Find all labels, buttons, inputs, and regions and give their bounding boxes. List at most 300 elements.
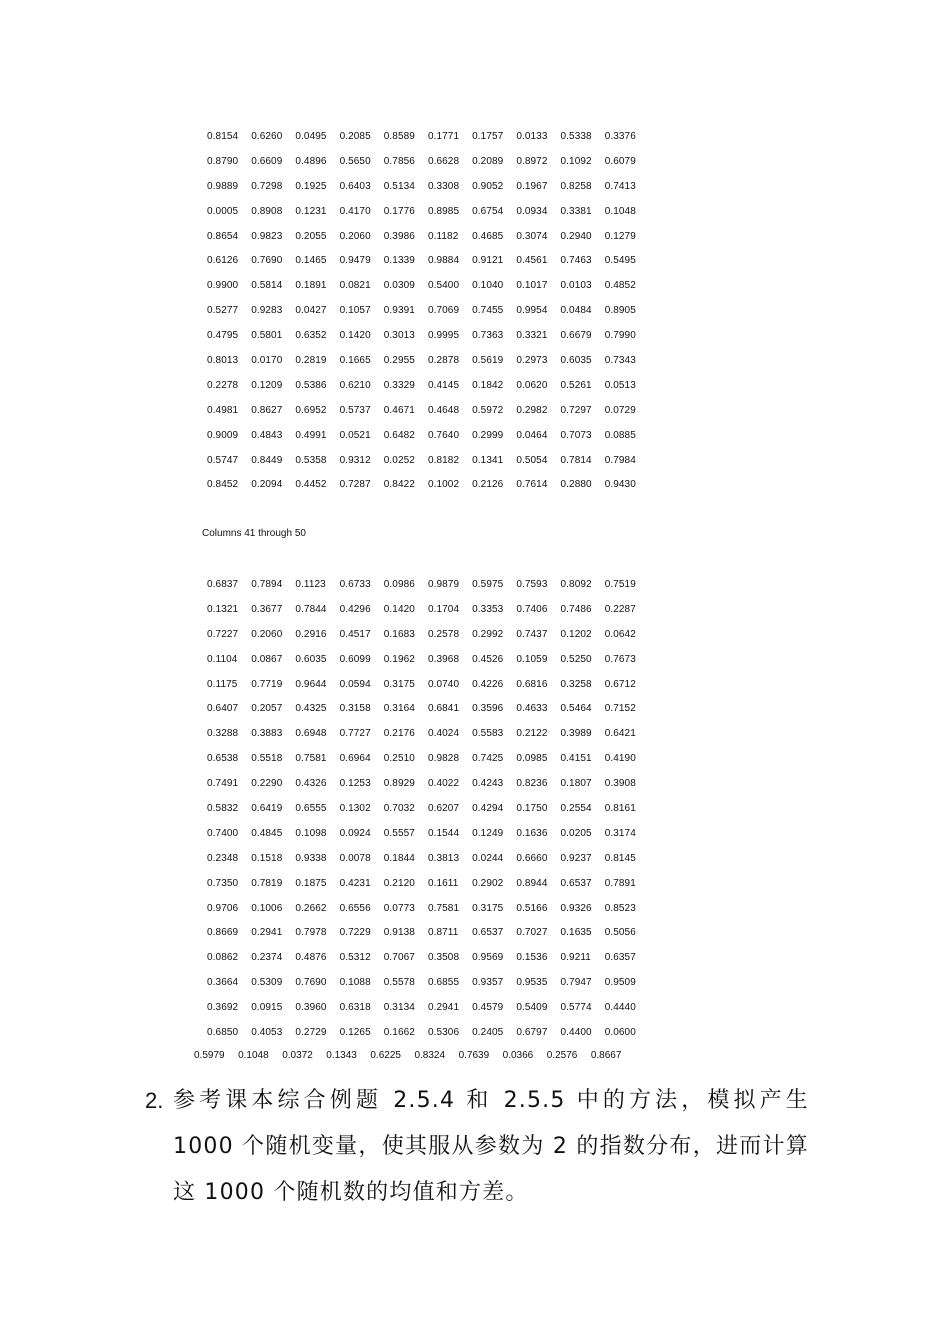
matrix-block-2 (207, 572, 649, 1045)
matrix-cell: 0.8182 (427, 454, 460, 466)
matrix-cell: 0.5400 (427, 280, 460, 292)
matrix-cell: 0.1002 (427, 479, 460, 491)
matrix-cell: 0.6421 (604, 728, 636, 740)
matrix-cell: 0.8667 (590, 1050, 622, 1061)
matrix-cell: 0.2999 (472, 429, 504, 441)
matrix-cell: 0.3013 (383, 330, 415, 342)
matrix-cell: 0.1518 (251, 852, 283, 864)
matrix-cell: 0.0885 (604, 429, 636, 441)
matrix-cell: 0.5814 (251, 280, 283, 292)
matrix-cell: 0.9569 (472, 952, 504, 964)
matrix-cell: 0.5495 (604, 255, 636, 267)
matrix-row (207, 821, 649, 846)
matrix-row (207, 398, 649, 423)
matrix-cell: 0.9391 (383, 305, 415, 317)
matrix-cell: 0.9644 (295, 678, 327, 690)
matrix-cell: 0.6035 (295, 653, 327, 665)
matrix-cell: 0.9357 (472, 977, 504, 989)
matrix-cell: 0.2085 (339, 130, 371, 142)
matrix-cell: 0.1844 (383, 852, 415, 864)
matrix-cell: 0.4296 (339, 603, 371, 615)
matrix-cell: 0.8711 (427, 927, 459, 939)
matrix-cell: 0.0594 (339, 678, 371, 690)
matrix-cell: 0.4231 (339, 877, 371, 889)
matrix-cell: 0.1536 (516, 952, 548, 964)
matrix-cell: 0.9009 (207, 429, 239, 441)
matrix-cell: 0.2941 (427, 1002, 460, 1014)
matrix-cell: 0.8790 (207, 155, 239, 167)
matrix-cell: 0.7894 (251, 578, 283, 590)
matrix-cell: 0.1104 (207, 653, 238, 665)
matrix-cell: 0.5801 (251, 330, 283, 342)
matrix-cell: 0.0620 (516, 379, 548, 391)
matrix-row (207, 622, 649, 647)
matrix-cell: 0.4671 (383, 404, 415, 416)
matrix-cell: 0.7455 (472, 305, 504, 317)
matrix-row (207, 721, 649, 746)
matrix-cell: 0.3692 (207, 1002, 239, 1014)
matrix-cell: 0.1321 (207, 603, 239, 615)
matrix-cell: 0.5309 (251, 977, 283, 989)
matrix-cell: 0.6948 (295, 728, 327, 740)
matrix-cell: 0.0252 (383, 454, 415, 466)
matrix-cell: 0.5972 (472, 404, 504, 416)
matrix-cell: 0.8145 (604, 852, 636, 864)
matrix-cell: 0.0729 (604, 404, 636, 416)
matrix-cell: 0.3288 (207, 728, 239, 740)
matrix-cell: 0.0773 (383, 902, 415, 914)
matrix-row (207, 472, 649, 497)
matrix-cell: 0.1302 (339, 802, 371, 814)
matrix-cell: 0.6850 (207, 1026, 239, 1038)
matrix-cell: 0.6797 (516, 1026, 548, 1038)
matrix-cell: 0.1967 (516, 180, 548, 192)
matrix-cell: 0.3677 (251, 603, 283, 615)
matrix-cell: 0.3883 (251, 728, 283, 740)
matrix-cell: 0.6403 (339, 180, 371, 192)
matrix-cell: 0.1279 (604, 230, 636, 242)
matrix-cell: 0.2992 (472, 628, 504, 640)
matrix-cell: 0.8944 (516, 877, 548, 889)
matrix-cell: 0.8908 (251, 205, 283, 217)
matrix-cell: 0.3174 (604, 827, 636, 839)
matrix-cell: 0.6537 (560, 877, 592, 889)
matrix-cell: 0.4991 (295, 429, 327, 441)
matrix-cell: 0.4843 (251, 429, 283, 441)
matrix-cell: 0.8154 (207, 130, 239, 142)
matrix-cell: 0.4526 (472, 653, 504, 665)
matrix-cell: 0.9052 (472, 180, 504, 192)
matrix-cell: 0.5619 (472, 354, 504, 366)
matrix-cell: 0.1265 (339, 1026, 371, 1038)
matrix-cell: 0.5774 (560, 1002, 592, 1014)
matrix-cell: 0.7298 (251, 180, 283, 192)
matrix-cell: 0.3321 (516, 330, 548, 342)
matrix-cell: 0.9312 (339, 454, 371, 466)
matrix-cell: 0.1662 (383, 1026, 415, 1038)
matrix-cell: 0.9889 (207, 180, 239, 192)
exercise-number: 2. (145, 1088, 164, 1113)
matrix-cell: 0.1611 (427, 877, 459, 889)
matrix-cell: 0.8452 (207, 479, 239, 491)
matrix-cell: 0.9138 (383, 927, 415, 939)
matrix-cell: 0.8422 (383, 479, 415, 491)
matrix-cell: 0.5134 (383, 180, 415, 192)
matrix-cell: 0.0924 (339, 827, 371, 839)
matrix-cell: 0.8985 (427, 205, 460, 217)
matrix-cell: 0.8161 (604, 802, 636, 814)
matrix-cell: 0.0484 (560, 305, 592, 317)
matrix-cell: 0.2120 (383, 877, 415, 889)
matrix-cell: 0.9121 (472, 255, 504, 267)
matrix-cell: 0.7363 (472, 330, 504, 342)
matrix-row (207, 298, 649, 323)
matrix-cell: 0.2819 (295, 354, 327, 366)
matrix-cell: 0.8654 (207, 230, 239, 242)
matrix-cell: 0.1704 (427, 603, 460, 615)
matrix-cell: 0.9430 (604, 479, 636, 491)
matrix-cell: 0.6964 (339, 753, 371, 765)
matrix-cell: 0.2940 (560, 230, 592, 242)
matrix-cell: 0.5054 (516, 454, 548, 466)
matrix-cell: 0.2176 (383, 728, 415, 740)
matrix-row (207, 871, 649, 896)
matrix-cell: 0.8258 (560, 180, 592, 192)
matrix-cell: 0.6318 (339, 1002, 371, 1014)
matrix-row (207, 896, 649, 921)
matrix-cell: 0.7990 (604, 330, 636, 342)
matrix-cell: 0.2729 (295, 1026, 327, 1038)
matrix-row (207, 945, 649, 970)
matrix-row (207, 696, 649, 721)
matrix-cell: 0.6419 (251, 802, 283, 814)
matrix-cell: 0.3960 (295, 1002, 327, 1014)
matrix-cell: 0.7614 (516, 479, 548, 491)
matrix-cell: 0.6099 (339, 653, 371, 665)
matrix-cell: 0.8236 (516, 778, 548, 790)
matrix-cell: 0.0934 (516, 205, 548, 217)
matrix-cell: 0.2955 (383, 354, 415, 366)
matrix-cell: 0.7581 (427, 902, 460, 914)
matrix-cell: 0.6754 (472, 205, 504, 217)
matrix-cell: 0.9954 (516, 305, 548, 317)
matrix-cell: 0.1202 (560, 628, 592, 640)
matrix-cell: 0.5975 (472, 578, 504, 590)
matrix-cell: 0.1962 (383, 653, 415, 665)
matrix-cell: 0.7413 (604, 180, 636, 192)
matrix-cell: 0.4795 (207, 330, 239, 342)
matrix-cell: 0.2122 (516, 728, 548, 740)
matrix-row (207, 1020, 649, 1045)
matrix-cell: 0.3074 (516, 230, 548, 242)
matrix-row (207, 423, 649, 448)
matrix-cell: 0.5358 (295, 454, 327, 466)
matrix-cell: 0.8972 (516, 155, 548, 167)
matrix-cell: 0.7819 (251, 877, 283, 889)
matrix-cell: 0.9900 (207, 280, 239, 292)
matrix-cell: 0.6357 (604, 952, 636, 964)
matrix-cell: 0.9823 (251, 230, 283, 242)
matrix-cell: 0.7844 (295, 603, 327, 615)
matrix-cell: 0.7719 (251, 678, 283, 690)
matrix-row (207, 323, 649, 348)
matrix-cell: 0.0244 (472, 852, 504, 864)
matrix-cell: 0.4981 (207, 404, 239, 416)
matrix-cell: 0.1420 (383, 603, 415, 615)
matrix-cell: 0.5386 (295, 379, 327, 391)
matrix-cell: 0.7067 (383, 952, 415, 964)
matrix-cell: 0.2290 (251, 778, 283, 790)
matrix-cell: 0.8589 (383, 130, 415, 142)
matrix-cell: 0.4226 (472, 678, 504, 690)
matrix-cell: 0.3596 (472, 703, 504, 715)
matrix-cell: 0.5056 (604, 927, 636, 939)
matrix-cell: 0.2880 (560, 479, 592, 491)
matrix-cell: 0.6712 (604, 678, 636, 690)
matrix-cell: 0.4648 (427, 404, 460, 416)
matrix-cell: 0.4561 (516, 255, 548, 267)
matrix-cell: 0.0495 (295, 130, 327, 142)
matrix-cell: 0.1231 (295, 205, 327, 217)
matrix-cell: 0.1665 (339, 354, 371, 366)
matrix-cell: 0.2278 (207, 379, 239, 391)
matrix-cell: 0.0862 (207, 952, 239, 964)
matrix-cell: 0.7287 (339, 479, 371, 491)
matrix-row (207, 746, 649, 771)
matrix-cell: 0.1636 (516, 827, 548, 839)
matrix-cell: 0.7690 (251, 255, 283, 267)
matrix-cell: 0.1098 (295, 827, 327, 839)
matrix-cell: 0.3353 (472, 603, 504, 615)
matrix-cell: 0.1057 (339, 305, 371, 317)
matrix-cell: 0.5650 (339, 155, 371, 167)
matrix-row (207, 995, 649, 1020)
matrix-cell: 0.0170 (251, 354, 283, 366)
matrix-row (207, 920, 649, 945)
matrix-cell: 0.5518 (251, 753, 283, 765)
matrix-cell: 0.7073 (560, 429, 592, 441)
matrix-cell: 0.2060 (251, 628, 283, 640)
matrix-cell: 0.1017 (516, 280, 548, 292)
matrix-cell: 0.5557 (383, 827, 415, 839)
matrix-cell: 0.0521 (339, 429, 371, 441)
matrix-row (207, 672, 649, 697)
matrix-cell: 0.1683 (383, 628, 415, 640)
matrix-cell: 0.0205 (560, 827, 592, 839)
matrix-cell: 0.0986 (383, 578, 415, 590)
matrix-cell: 0.1249 (472, 827, 504, 839)
matrix-row (207, 846, 649, 871)
matrix-cell: 0.5312 (339, 952, 371, 964)
matrix-cell: 0.7814 (560, 454, 592, 466)
matrix-cell: 0.7891 (604, 877, 636, 889)
matrix-cell: 0.1341 (472, 454, 504, 466)
matrix-cell: 0.1343 (326, 1050, 357, 1061)
matrix-cell: 0.7069 (427, 305, 460, 317)
matrix-cell: 0.1544 (427, 827, 460, 839)
matrix-cell: 0.1925 (295, 180, 327, 192)
matrix-cell: 0.7640 (427, 429, 460, 441)
matrix-cell: 0.9211 (560, 952, 591, 964)
matrix-block-1 (207, 124, 649, 497)
matrix-cell: 0.3175 (383, 678, 415, 690)
matrix-cell: 0.2055 (295, 230, 327, 242)
matrix-cell: 0.4400 (560, 1026, 592, 1038)
matrix-cell: 0.7486 (560, 603, 592, 615)
matrix-cell: 0.9879 (427, 578, 460, 590)
matrix-cell: 0.4294 (472, 802, 504, 814)
matrix-cell: 0.2941 (251, 927, 283, 939)
matrix-cell: 0.4517 (339, 628, 371, 640)
matrix-cell: 0.6352 (295, 330, 327, 342)
matrix-cell: 0.1750 (516, 802, 548, 814)
matrix-row (207, 224, 649, 249)
matrix-row (207, 348, 649, 373)
matrix-row (207, 597, 649, 622)
matrix-cell: 0.4452 (295, 479, 327, 491)
matrix-cell: 0.5979 (194, 1050, 225, 1061)
matrix-cell: 0.9479 (339, 255, 371, 267)
matrix-cell: 0.4633 (516, 703, 548, 715)
matrix-cell: 0.1771 (427, 130, 460, 142)
matrix-cell: 0.9509 (604, 977, 636, 989)
matrix-cell: 0.1182 (427, 230, 459, 242)
matrix-cell: 0.5578 (383, 977, 415, 989)
matrix-cell: 0.2578 (427, 628, 460, 640)
matrix-cell: 0.9828 (427, 753, 460, 765)
matrix-cell: 0.5166 (516, 902, 548, 914)
matrix-cell: 0.6538 (207, 753, 239, 765)
matrix-cell: 0.9338 (295, 852, 327, 864)
matrix-cell: 0.6609 (251, 155, 283, 167)
matrix-cell: 0.7947 (560, 977, 592, 989)
matrix-cell: 0.7673 (604, 653, 636, 665)
matrix-cell: 0.3986 (383, 230, 415, 242)
matrix-row (207, 572, 649, 597)
matrix-cell: 0.6841 (427, 703, 460, 715)
matrix-cell: 0.2916 (295, 628, 327, 640)
matrix-cell: 0.6035 (560, 354, 592, 366)
matrix-row (207, 771, 649, 796)
matrix-cell: 0.0513 (604, 379, 636, 391)
matrix-cell: 0.5464 (560, 703, 592, 715)
matrix-cell: 0.3329 (383, 379, 415, 391)
matrix-cell: 0.2878 (427, 354, 460, 366)
matrix-cell: 0.7978 (295, 927, 327, 939)
matrix-cell: 0.9706 (207, 902, 239, 914)
matrix-cell: 0.6855 (427, 977, 460, 989)
matrix-cell: 0.6207 (427, 802, 460, 814)
matrix-cell: 0.1048 (238, 1050, 269, 1061)
matrix-cell: 0.7152 (604, 703, 636, 715)
matrix-cell: 0.0740 (427, 678, 460, 690)
matrix-cell: 0.5338 (560, 130, 592, 142)
matrix-cell: 0.2405 (472, 1026, 504, 1038)
matrix-cell: 0.1891 (295, 280, 327, 292)
matrix-cell: 0.7581 (295, 753, 327, 765)
matrix-cell: 0.4579 (472, 1002, 504, 1014)
matrix-cell: 0.1175 (207, 678, 238, 690)
matrix-cell: 0.5277 (207, 305, 239, 317)
matrix-cell: 0.7437 (516, 628, 548, 640)
matrix-cell: 0.5250 (560, 653, 592, 665)
matrix-cell: 0.4190 (604, 753, 636, 765)
matrix-cell: 0.6628 (427, 155, 460, 167)
exercise-text: 参考课本综合例题 2.5.4 和 2.5.5 中的方法，模拟产生 1000 个随机变量，使其服从参数为 2 的指数分布，进而计算这 1000 个随机数的均值和方差。 (173, 1088, 809, 1205)
matrix-cell: 0.6837 (207, 578, 239, 590)
matrix-cell: 0.3381 (560, 205, 592, 217)
matrix-cell: 0.7463 (560, 255, 592, 267)
matrix-row (207, 174, 649, 199)
matrix-cell: 0.0464 (516, 429, 548, 441)
matrix-cell: 0.7227 (207, 628, 239, 640)
matrix-cell: 0.7593 (516, 578, 548, 590)
matrix-cell: 0.2902 (472, 877, 504, 889)
matrix-cell: 0.6816 (516, 678, 548, 690)
matrix-cell: 0.2126 (472, 479, 504, 491)
matrix-cell: 0.4896 (295, 155, 327, 167)
matrix-cell: 0.2576 (546, 1050, 578, 1061)
matrix-cell: 0.6407 (207, 703, 239, 715)
matrix-cell: 0.9535 (516, 977, 548, 989)
matrix-cell: 0.0985 (516, 753, 548, 765)
matrix-cell: 0.9326 (560, 902, 592, 914)
matrix-cell: 0.4170 (339, 205, 371, 217)
matrix-cell: 0.3258 (560, 678, 592, 690)
matrix-cell: 0.3664 (207, 977, 239, 989)
matrix-cell: 0.1757 (472, 130, 504, 142)
matrix-cell: 0.3908 (604, 778, 636, 790)
matrix-cell: 0.2287 (604, 603, 636, 615)
matrix-cell: 0.5747 (207, 454, 239, 466)
matrix-cell: 0.6952 (295, 404, 327, 416)
matrix-cell: 0.1059 (516, 653, 548, 665)
matrix-row (207, 199, 649, 224)
matrix-cell: 0.2057 (251, 703, 283, 715)
matrix-row (207, 796, 649, 821)
matrix-cell: 0.7297 (560, 404, 592, 416)
matrix-cell: 0.3968 (427, 653, 460, 665)
matrix-cell: 0.6225 (370, 1050, 401, 1061)
matrix-cell: 0.0309 (383, 280, 415, 292)
matrix-cell: 0.5261 (560, 379, 592, 391)
matrix-cell: 0.4024 (427, 728, 460, 740)
matrix-cell: 0.0078 (339, 852, 371, 864)
matrix-cell: 0.6537 (472, 927, 504, 939)
matrix-cell: 0.8013 (207, 354, 239, 366)
matrix-cell: 0.6210 (339, 379, 371, 391)
matrix-cell: 0.4053 (251, 1026, 283, 1038)
matrix-cell: 0.0642 (604, 628, 636, 640)
matrix-cell: 0.8669 (207, 927, 239, 939)
matrix-cell: 0.1339 (383, 255, 415, 267)
matrix-cell: 0.0600 (604, 1026, 636, 1038)
matrix-cell: 0.8905 (604, 305, 636, 317)
matrix-cell: 0.1088 (339, 977, 371, 989)
matrix-last-row (194, 1050, 635, 1061)
matrix-cell: 0.3308 (427, 180, 460, 192)
matrix-row (207, 373, 649, 398)
matrix-cell: 0.1123 (295, 578, 326, 590)
matrix-cell: 0.7400 (207, 827, 239, 839)
matrix-cell: 0.5583 (472, 728, 504, 740)
matrix-cell: 0.2662 (295, 902, 327, 914)
matrix-cell: 0.7519 (604, 578, 636, 590)
matrix-cell: 0.7343 (604, 354, 636, 366)
matrix-cell: 0.4243 (472, 778, 504, 790)
matrix-cell: 0.9283 (251, 305, 283, 317)
matrix-cell: 0.2060 (339, 230, 371, 242)
